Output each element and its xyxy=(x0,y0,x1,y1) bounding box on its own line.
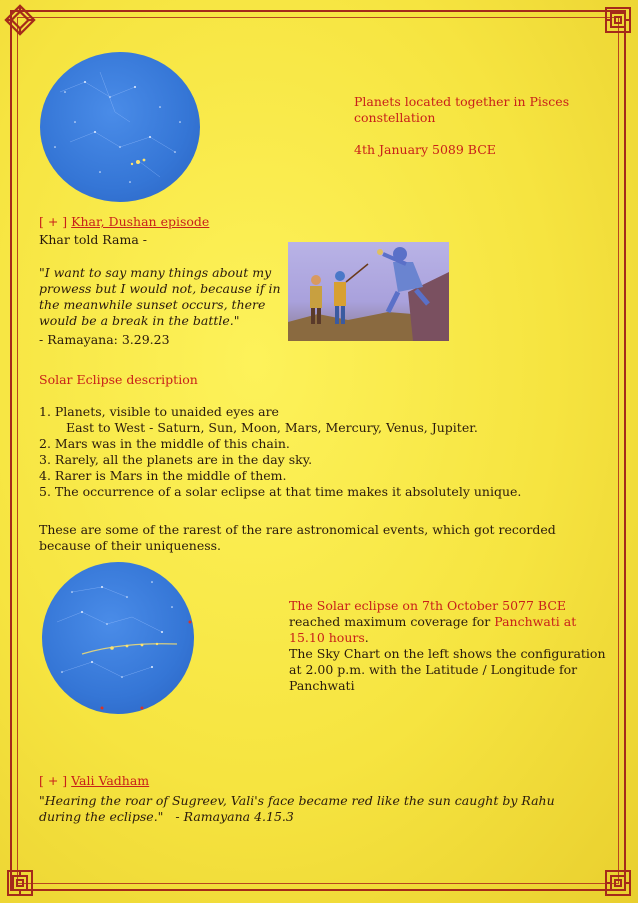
khar-expand-toggle[interactable]: [ + ] xyxy=(39,214,68,229)
vali-vadham-link[interactable]: Vali Vadham xyxy=(71,773,150,788)
list-item: East to West - Saturn, Sun, Moon, Mars, Mercury, Venus, Jupiter. xyxy=(66,420,478,435)
list-item: 2. Mars was in the middle of this chain. xyxy=(39,436,290,451)
reached-text: reached maximum coverage for xyxy=(289,614,495,629)
vali-reference: - Ramayana 4.15.3 xyxy=(175,809,294,824)
list-item: 3. Rarely, all the planets are in the day sky. xyxy=(39,452,313,467)
solar-eclipse-heading: Solar Eclipse description xyxy=(39,372,198,387)
list-item: 4. Rarer is Mars in the middle of them. xyxy=(39,468,287,483)
khar-reference: - Ramayana: 3.29.23 xyxy=(39,332,170,347)
pisces-date-caption: 4th January 5089 BCE xyxy=(354,142,496,157)
vali-expand-toggle[interactable]: [ + ] xyxy=(39,773,68,788)
pisces-constellation-caption: Planets located together in Pisces constellation xyxy=(354,94,570,125)
rarity-paragraph: These are some of the rarest of the rare astronomical events, which got recorded because of their uniqueness. xyxy=(39,522,556,553)
corner-ornament-icon xyxy=(602,4,634,36)
pisces-chart-caption xyxy=(354,94,594,174)
sky-chart-panchwati-image xyxy=(42,562,194,714)
vali-vadham-header xyxy=(39,773,149,789)
khar-dushan-link[interactable]: Khar, Dushan episode xyxy=(71,214,210,229)
period-text: . xyxy=(364,630,369,645)
vali-quote: "Hearing the roar of Sugreev, Vali's face became red like the sun caught by Rahu during the eclipse." xyxy=(39,793,555,824)
list-item: 1. Planets, visible to unaided eyes are xyxy=(39,404,279,419)
panchwati-chart-caption xyxy=(289,598,609,694)
khar-dushan-header xyxy=(39,214,209,230)
vali-quote-block xyxy=(39,793,579,825)
eclipse-date-highlight: The Solar eclipse on 7th October 5077 BCE xyxy=(289,598,567,613)
corner-ornament-icon xyxy=(602,867,634,899)
rama-battle-painting-image xyxy=(288,242,449,341)
khar-quote: "I want to say many things about my prowess but I would not, because if in the meanwhile sunset occurs, there would be a break in the battle." xyxy=(39,265,281,328)
endless-knot-ornament-icon xyxy=(4,4,36,36)
panchwati-time-highlight: Panchwati at 15.10 hours xyxy=(289,614,577,645)
corner-ornament-icon xyxy=(4,867,36,899)
list-item: 5. The occurrence of a solar eclipse at that time makes it absolutely unique. xyxy=(39,484,522,499)
eclipse-facts-list xyxy=(39,404,599,500)
sky-chart-explanation: The Sky Chart on the left shows the configuration at 2.00 p.m. with the Latitude / Longitude for Panchwati xyxy=(289,646,606,693)
sky-chart-pisces-image xyxy=(40,52,200,202)
khar-speaker-line: Khar told Rama - xyxy=(39,232,147,247)
